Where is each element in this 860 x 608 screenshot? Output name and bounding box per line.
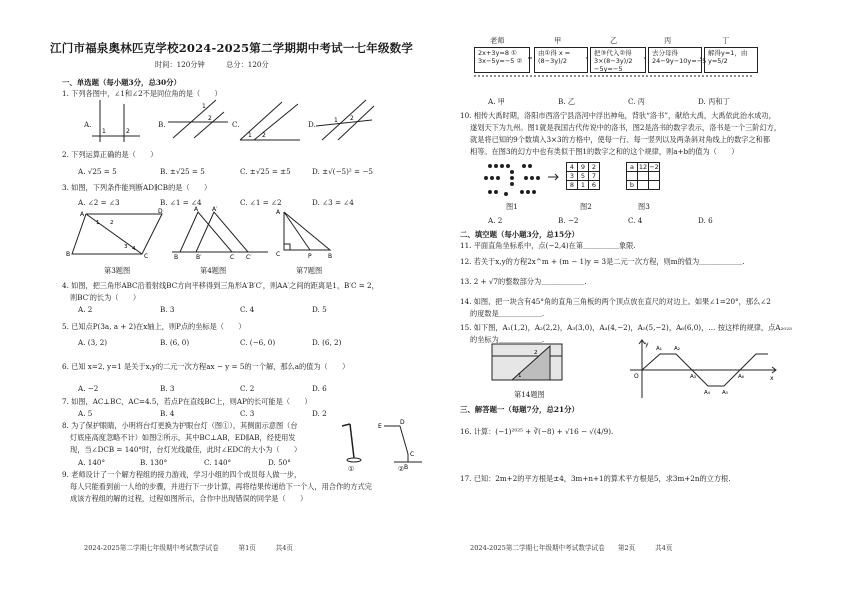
question-16: 16. 计算：(−1)²⁰²⁵ + ∛(−8) + √16 − √(4/9). xyxy=(460,427,614,436)
svg-text:2: 2 xyxy=(262,132,266,139)
q8-figure-1-label: ① xyxy=(348,464,355,473)
q1-figure-d xyxy=(316,98,376,143)
svg-text:2: 2 xyxy=(350,115,354,122)
q6-option-b: B. 3 xyxy=(160,384,175,393)
svg-text:1: 1 xyxy=(102,128,106,135)
grid2-cell: 6 xyxy=(589,181,600,190)
q9-option-b: B. 乙 xyxy=(558,97,576,106)
q5-option-c: C. (−6, 0) xyxy=(240,338,276,347)
question-9-line1: 9. 老师设计了一个解方程组的接力游戏，学习小组的四个成员每人做一步， xyxy=(62,470,302,479)
svg-text:A₁: A₁ xyxy=(656,346,662,352)
question-13: 13. 2 + √7的整数部分为＿＿＿＿＿＿. xyxy=(460,277,587,286)
question-2: 2. 下列运算正确的是（ ） xyxy=(62,150,158,159)
q4-figure xyxy=(172,206,272,261)
q8-option-d: D. 50° xyxy=(268,458,291,467)
question-7: 7. 如图，AC⊥BC，AC=4.5，若点P在直线BC上，则AP的长可能是（ ） xyxy=(62,397,312,406)
grid2-cell: 3 xyxy=(567,172,578,181)
relay-step-bing: 去分母得 24−9y−10y=−5 xyxy=(648,47,702,73)
svg-text:C: C xyxy=(276,251,281,258)
svg-text:y: y xyxy=(645,341,649,348)
question-17: 17. 已知：2m+2的平方根是±4，3m+n+1的算术平方根是5，求3m+2n的立方根. xyxy=(460,474,731,483)
q1-option-c: C. xyxy=(232,120,240,129)
svg-text:B: B xyxy=(174,254,179,261)
q8-figure-2-label: ② xyxy=(398,464,405,473)
q7-option-a: A. 5 xyxy=(78,409,93,418)
svg-text:x: x xyxy=(770,375,774,382)
svg-text:D: D xyxy=(158,208,163,215)
q1-option-a: A. xyxy=(84,120,92,129)
grid2-cell: 7 xyxy=(589,172,600,181)
q2-option-d: D. ±√(−5)² = −5 xyxy=(312,167,373,176)
svg-text:C: C xyxy=(410,451,415,458)
q9-option-a: A. 甲 xyxy=(488,97,505,106)
grid3-cell xyxy=(638,172,649,181)
svg-text:1: 1 xyxy=(96,220,100,226)
svg-text:1: 1 xyxy=(518,373,522,379)
question-12: 12. 若关于x,y的方程2x^m + (m − 1)y = 3是二元一次方程，则m的值为＿＿＿＿＿＿. xyxy=(460,257,745,266)
svg-text:2: 2 xyxy=(534,350,538,356)
svg-text:2: 2 xyxy=(110,220,114,226)
grid2-cell: 9 xyxy=(578,163,589,172)
arrow-icon xyxy=(548,172,562,182)
q7-option-c: C. 3 xyxy=(240,409,255,418)
svg-text:C: C xyxy=(144,253,149,260)
relay-header-bing: 丙 xyxy=(664,36,672,45)
q5-option-b: B. (6, 0) xyxy=(160,338,190,347)
grid3-cell xyxy=(638,181,649,190)
fig10-label-2: 图2 xyxy=(580,202,592,211)
svg-text:C: C xyxy=(230,254,235,261)
section-1-header: 一、单选题（每小题3分，总30分） xyxy=(62,78,181,87)
question-14-line1: 14. 如图，把一块含有45°角的直角三角板的两个顶点放在直尺的对边上。如果∠1=20°，那么∠2 xyxy=(460,297,771,306)
svg-text:B′: B′ xyxy=(196,254,202,261)
grid2-cell: 2 xyxy=(589,163,600,172)
svg-text:C′: C′ xyxy=(246,254,252,261)
grid2-cell: 5 xyxy=(578,172,589,181)
footer-page-1: 2024-2025第二学期七年级期中考试数学试卷 第1页 共4页 xyxy=(84,544,294,552)
q4-figure-label: 第4题图 xyxy=(200,266,227,275)
q3-option-c: C. ∠1 = ∠2 xyxy=(240,198,282,207)
q7-figure xyxy=(276,208,340,260)
relay-arrows xyxy=(474,44,764,84)
q4-option-b: B. 3 xyxy=(160,305,175,314)
q5-option-a: A. (3, 2) xyxy=(78,338,108,347)
q1-option-b: B. xyxy=(158,120,166,129)
grid3-cell: a xyxy=(627,163,638,172)
svg-text:A₄: A₄ xyxy=(704,390,710,396)
svg-text:A: A xyxy=(194,206,199,213)
relay-header-yi: 乙 xyxy=(610,36,618,45)
svg-text:3: 3 xyxy=(124,244,128,250)
svg-text:P: P xyxy=(308,253,312,260)
q9-option-d: D. 丙和丁 xyxy=(698,97,730,106)
question-10-line1: 10. 相传大禹时期，洛阳市西洛宁县洛河中浮出神龟，背驮“洛书”，献给大禹，大禹依此治水成功， xyxy=(460,111,776,120)
question-3: 3. 如图，下列条件能判断AD∥CB的是（ ） xyxy=(62,183,212,192)
question-8-line2: 灯底座高度忽略不计）如图②所示，其中BC⊥AB，ED∥AB，经使用发 xyxy=(70,433,296,442)
q10-option-a: A. 2 xyxy=(488,216,503,225)
svg-text:A₂: A₂ xyxy=(674,346,680,352)
relay-header-ding: 丁 xyxy=(722,36,730,45)
grid2-cell: 4 xyxy=(567,163,578,172)
svg-text:1: 1 xyxy=(248,132,252,139)
relay-header-teacher: 老师 xyxy=(490,36,505,45)
svg-text:A₆: A₆ xyxy=(738,374,744,380)
q10-option-c: C. 4 xyxy=(628,216,643,225)
question-8-line3: 现，当∠DCB = 140°时，台灯光线最佳，此时∠EDC的大小为（ ） xyxy=(70,445,302,454)
svg-text:2: 2 xyxy=(126,128,130,135)
svg-text:4: 4 xyxy=(132,246,136,252)
q2-option-b: B. ±√25 = 5 xyxy=(160,167,205,176)
exam-subtitle: 时间：120分钟 总分：120分 xyxy=(155,60,269,69)
q1-figure-c xyxy=(240,100,300,145)
exam-page-2 xyxy=(430,0,860,608)
svg-text:O: O xyxy=(634,373,639,380)
relay-step-teacher: 2x+3y=8 ① 3x−5y=−5 ② xyxy=(474,47,530,73)
svg-text:A₃: A₃ xyxy=(690,374,696,380)
magic-square-grid-3 xyxy=(626,162,660,190)
grid2-cell: 1 xyxy=(578,181,589,190)
q2-option-a: A. √25 = 5 xyxy=(78,167,117,176)
q1-option-d: D. xyxy=(308,120,316,129)
fig10-label-1: 图1 xyxy=(506,202,518,211)
grid3-cell xyxy=(649,181,660,190)
grid3-cell xyxy=(627,172,638,181)
q3-option-b: B. ∠1 = ∠4 xyxy=(160,198,202,207)
svg-text:2: 2 xyxy=(208,115,212,122)
grid2-cell: 8 xyxy=(567,181,578,190)
grid3-cell: −2 xyxy=(649,163,659,171)
q1-figure-a xyxy=(92,100,142,145)
question-10-line3: 就是将已知的9个数填入3×3的方格中，使每一行、每一竖列以及两条斜对角线上的数字之和都 xyxy=(470,135,771,144)
question-8-line1: 8. 为了保护眼睛，小明将台灯更换为护眼台灯（图①），其侧面示意图（台 xyxy=(62,421,298,430)
svg-text:E: E xyxy=(378,423,382,430)
question-11: 11. 平面直角坐标系中，点(−2,4)在第＿＿＿＿＿象限. xyxy=(460,241,636,250)
q4-option-a: A. 2 xyxy=(78,305,93,314)
svg-text:A₅: A₅ xyxy=(722,390,728,396)
q5-option-d: D. (6, 2) xyxy=(312,338,342,347)
question-15-line2: 的坐标为＿＿＿＿＿＿. xyxy=(470,335,545,344)
q8-lamp-figure xyxy=(334,418,424,470)
svg-text:B: B xyxy=(66,251,71,258)
q3-figure xyxy=(66,208,167,260)
q8-option-c: C. 140° xyxy=(204,458,232,467)
question-5: 5. 已知点P(3a, a + 2)在x轴上，则P点的坐标是（ ） xyxy=(62,322,246,331)
q9-option-c: C. 丙 xyxy=(628,97,645,106)
q14-figure-label: 第14题图 xyxy=(514,390,545,399)
q10-option-d: D. 6 xyxy=(698,216,713,225)
q7-option-b: B. 4 xyxy=(160,409,175,418)
magic-square-grid-2 xyxy=(566,162,600,190)
q4-option-d: D. 5 xyxy=(312,305,327,314)
question-4-line2: 则BC′的长为（ ） xyxy=(70,293,141,302)
q8-option-b: B. 130° xyxy=(140,458,168,467)
section-3-header: 三、解答题一（每题7分，总21分） xyxy=(460,405,579,414)
svg-text:B: B xyxy=(404,464,409,471)
relay-step-jia: 由①得 x = (8−3y)/2 xyxy=(534,47,588,73)
grid3-cell: 12 xyxy=(638,163,648,171)
svg-text:D: D xyxy=(400,419,405,426)
q4-option-c: C. 4 xyxy=(240,305,255,314)
q15-coordinate-figure xyxy=(630,340,780,400)
question-4-line1: 4. 如图，把三角形ABC沿着射线BC方向平移得到三角形A′B′C′，则AA′之间的距离是1，B′C = 2， xyxy=(62,281,379,290)
fig10-label-3: 图3 xyxy=(638,202,650,211)
svg-text:A: A xyxy=(80,211,85,218)
relay-step-yi: 把③代入②得 3×(8−3y)/2 −5y=−5 xyxy=(590,47,646,73)
question-10-line4: 相等。在图3的幻方中也有类似于图1的数字之和的这个规律，则a+b的值为（ ） xyxy=(470,147,739,156)
svg-text:1: 1 xyxy=(334,117,338,124)
question-9-line3: 成该方程组的解的过程，过程如图所示，合作中出现错误的同学是（ ） xyxy=(70,494,308,503)
q6-option-d: D. 6 xyxy=(312,384,327,393)
q7-option-d: D. 2 xyxy=(312,409,327,418)
q3-option-a: A. ∠2 = ∠3 xyxy=(78,198,120,207)
svg-text:1: 1 xyxy=(202,103,206,110)
q10-option-b: B. −2 xyxy=(558,216,579,225)
luoshu-dot-figure xyxy=(482,160,544,200)
q7-figure-label: 第7题图 xyxy=(296,266,323,275)
exam-title: 江门市福泉奥林匹克学校2024-2025第二学期期中考试一七年级数学 xyxy=(50,41,414,55)
question-10-line2: 遂划天下为九州。图1就是我国古代传说中的洛书，图2是洛书的数字表示，洛书是一个三阶幻方， xyxy=(470,123,782,132)
q6-option-a: A. −2 xyxy=(78,384,99,393)
svg-text:A: A xyxy=(276,209,281,216)
q14-ruler-triangle-figure xyxy=(492,344,564,384)
q3-option-d: D. ∠3 = ∠4 xyxy=(312,198,354,207)
relay-step-ding: 解得y=1，由 y=5/2 xyxy=(704,47,758,73)
relay-header-jia: 甲 xyxy=(554,36,562,45)
q2-option-c: C. ±√25 = ±5 xyxy=(240,167,291,176)
question-1: 1. 下列各图中，∠1和∠2不是同位角的是（ ） xyxy=(62,89,222,98)
q3-figure-label: 第3题图 xyxy=(104,266,131,275)
q6-option-c: C. 2 xyxy=(240,384,255,393)
q1-figure-b xyxy=(168,98,228,143)
grid3-cell: b xyxy=(627,181,638,190)
section-2-header: 二、填空题（每小题3分，总15分） xyxy=(460,230,579,239)
question-9-line2: 每人只能看到前一人给的步骤，并进行下一步计算，再将结果传递给下一个人，用合作的方式完 xyxy=(70,482,372,491)
footer-page-2: 2024-2025第二学期七年级期中考试数学试卷 第2页 共4页 xyxy=(470,544,673,552)
question-6: 6. 已知 x=2, y=1 是关于x,y的二元一次方程ax − y = 5的一个解，那么a的值为（ ） xyxy=(62,362,350,371)
question-15-line1: 15. 如下图，A₁(1,2)，A₂(2,2)，A₃(3,0)，A₄(4,−2)，A₅(5,−2)，A₆(6,0)，… 按这样的规律，点A₂₀₂₅ xyxy=(460,323,792,332)
svg-text:B: B xyxy=(328,253,333,260)
question-14-line2: 的度数是＿＿＿＿＿＿. xyxy=(470,309,545,318)
grid3-cell xyxy=(649,172,660,181)
svg-text:A′: A′ xyxy=(212,206,218,213)
q8-option-a: A. 140° xyxy=(78,458,106,467)
